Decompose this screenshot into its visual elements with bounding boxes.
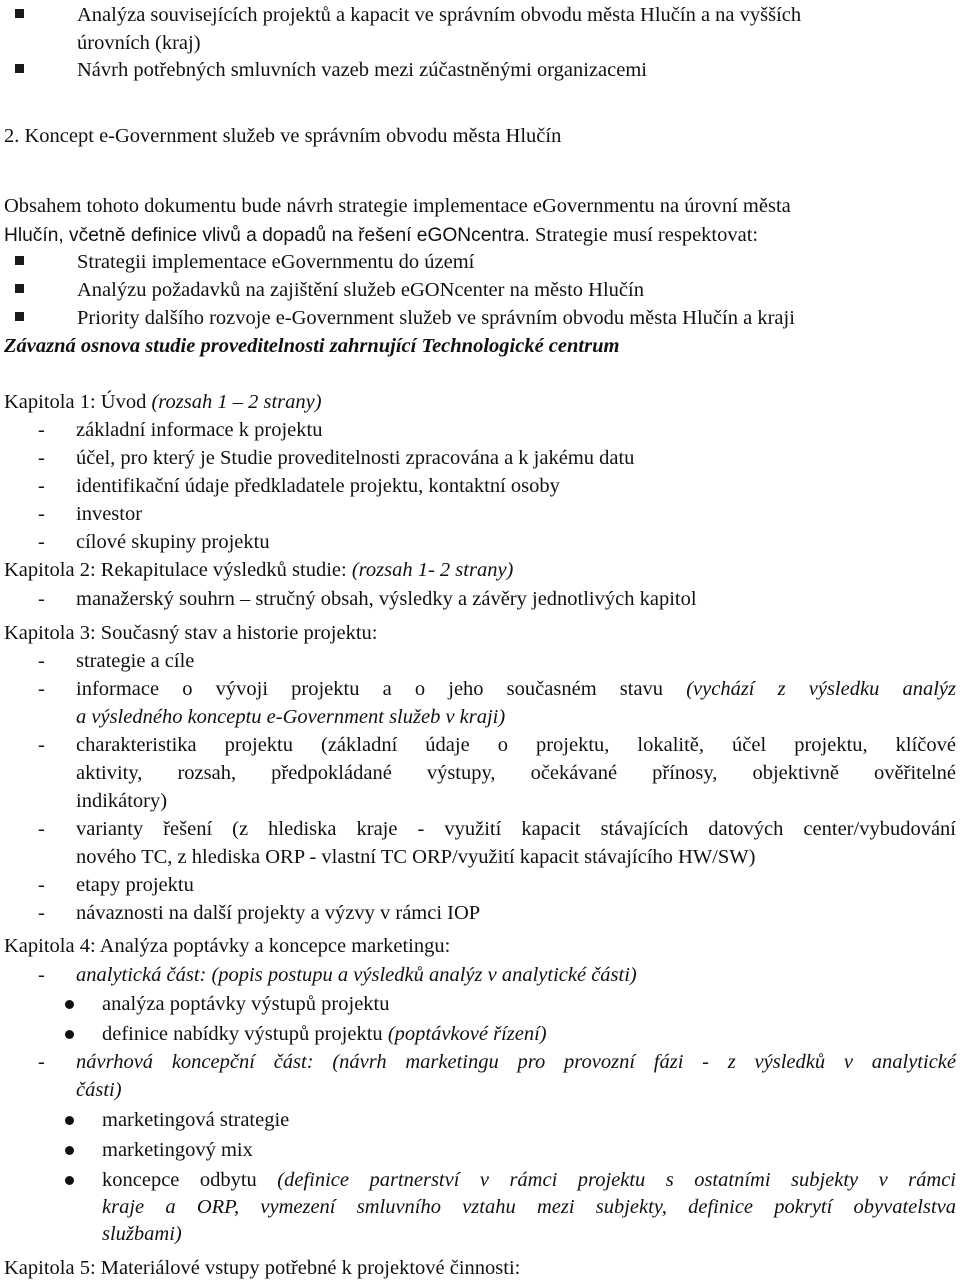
dot-item-continuation bbox=[102, 1221, 182, 1247]
dash-item: - identifikační údaje předkladatele projektu, kontaktní osoby bbox=[38, 475, 560, 497]
chapter-4-title: Kapitola 4: Analýza poptávky a koncepce marketingu: bbox=[4, 935, 451, 957]
dot-item-continuation bbox=[102, 1194, 956, 1220]
dash-item-continuation bbox=[76, 704, 505, 730]
dash-item-text: etapy projektu bbox=[76, 874, 194, 896]
dash-item-text: návaznosti na další projekty a výzvy v rámci IOP bbox=[76, 902, 481, 924]
bullet-item: Analýza souvisejících projektů a kapacit ve správním obvodu města Hlučín a na vyšších bbox=[77, 4, 802, 26]
paragraph-line: Obsahem tohoto dokumentu bude návrh strategie implementace eGovernmentu na úrovní města bbox=[4, 195, 791, 217]
dash-item: - cílové skupiny projektu bbox=[38, 531, 270, 553]
bullet-item: Návrh potřebných smluvních vazeb mezi zúčastněnými organizacemi bbox=[77, 59, 647, 81]
dash-item-text: cílové skupiny projektu bbox=[76, 531, 270, 553]
dash-item: - strategie a cíle bbox=[38, 650, 195, 672]
bold-heading-text: Závazná osnova studie proveditelnosti zahrnující Technologické centrum bbox=[4, 335, 620, 357]
dot-item-italic: (definice partnerství v rámci projektu s ostatními subjekty v rámci bbox=[277, 1169, 957, 1191]
dot-item-italic: kraje a ORP, vymezení smluvního vztahu mezi subjekty, definice pokrytí obyvatelstva bbox=[102, 1196, 956, 1218]
bold-heading bbox=[4, 333, 619, 359]
dot-item-italic: službami) bbox=[102, 1223, 182, 1245]
dash-item-text: strategie a cíle bbox=[76, 650, 195, 672]
dot-item-text: definice nabídky výstupů projektu bbox=[102, 1023, 388, 1045]
chapter-note: (rozsah 1 – 2 strany) bbox=[151, 391, 322, 413]
dash-item-italic: analytická část: (popis postupu a výsledků analýz v analytické části) bbox=[76, 964, 637, 986]
paragraph-serif-text: Strategie musí respektovat: bbox=[529, 224, 759, 246]
bullet-item: Priority dalšího rozvoje e-Government služeb ve správním obvodu města Hlučín a kraji bbox=[77, 307, 795, 329]
section-heading: 2. Koncept e-Government služeb ve správním obvodu města Hlučín bbox=[4, 125, 562, 147]
paragraph-sans-text: Hlučín, včetně definice vlivů a dopadů na řešení eGONcentra. bbox=[4, 225, 530, 246]
dash-item-italic: návrhová koncepční část: (návrh marketingu pro provozní fázi - z výsledků v analytické bbox=[76, 1051, 956, 1073]
dash-item: - základní informace k projektu bbox=[38, 419, 323, 441]
dash-item-text: manažerský souhrn – stručný obsah, výsledky a závěry jednotlivých kapitol bbox=[76, 588, 697, 610]
dash-item-text: základní informace k projektu bbox=[76, 419, 323, 441]
dot-item bbox=[102, 1021, 547, 1047]
chapter-3-title: Kapitola 3: Současný stav a historie projektu: bbox=[4, 622, 378, 644]
dot-item: analýza poptávky výstupů projektu bbox=[102, 993, 390, 1015]
dash-item: - etapy projektu bbox=[38, 874, 194, 896]
bullet-item-continuation: úrovních (kraj) bbox=[77, 32, 201, 54]
bullet-item: Strategii implementace eGovernmentu do území bbox=[77, 251, 475, 273]
chapter-1-title bbox=[4, 389, 322, 415]
dash-item-text: informace o vývoji projektu a o jeho současném stavu bbox=[76, 678, 687, 700]
dash-item: - analytická část: (popis postupu a výsledků analýz v analytické části) bbox=[38, 964, 637, 986]
dash-item: - účel, pro který je Studie proveditelnosti zpracována a k jakému datu bbox=[38, 447, 635, 469]
dash-item: - manažerský souhrn – stručný obsah, výsledky a závěry jednotlivých kapitol bbox=[38, 588, 697, 610]
dash-item: - varianty řešení (z hlediska kraje - využití kapacit stávajících datových center/vybudování bbox=[38, 818, 956, 840]
dot-item-text: koncepce odbytu bbox=[102, 1169, 278, 1191]
chapter-title-text: Kapitola 2: Rekapitulace výsledků studie: bbox=[4, 559, 352, 581]
dash-item: - návaznosti na další projekty a výzvy v rámci IOP bbox=[38, 902, 481, 924]
chapter-5-title: Kapitola 5: Materiálové vstupy potřebné k projektové činnosti: bbox=[4, 1257, 521, 1279]
chapter-note: (rozsah 1- 2 strany) bbox=[351, 559, 514, 581]
dash-item: - návrhová koncepční část: (návrh marketingu pro provozní fázi - z výsledků v analytické bbox=[38, 1051, 956, 1073]
chapter-2-title bbox=[4, 557, 513, 583]
dash-item-text: charakteristika projektu (základní údaje o projektu, lokalitě, účel projektu, klíčové bbox=[76, 734, 956, 756]
dash-item-italic: a výsledného konceptu e-Government služeb v kraji) bbox=[76, 706, 506, 728]
paragraph-line bbox=[4, 222, 758, 249]
dot-item-italic: (poptávkové řízení) bbox=[387, 1023, 547, 1045]
dash-item-continuation: nového TC, z hlediska ORP - vlastní TC ORP/využití kapacit stávajícího HW/SW) bbox=[76, 846, 756, 868]
dash-item: - charakteristika projektu (základní údaje o projektu, lokalitě, účel projektu, klíčové bbox=[38, 734, 956, 756]
bullet-item: Analýzu požadavků na zajištění služeb eGONcenter na město Hlučín bbox=[77, 279, 644, 301]
dash-item-text: investor bbox=[76, 503, 143, 525]
dash-item-italic: (vychází z výsledku analýz bbox=[686, 678, 956, 700]
dash-item-text: účel, pro který je Studie proveditelnosti zpracována a k jakému datu bbox=[76, 447, 635, 469]
dash-item-text: identifikační údaje předkladatele projektu, kontaktní osoby bbox=[76, 475, 560, 497]
dash-item-continuation: indikátory) bbox=[76, 790, 168, 812]
dash-item: - investor bbox=[38, 503, 143, 525]
dash-item-continuation: aktivity, rozsah, předpokládané výstupy, očekávané přínosy, objektivně ověřitelné bbox=[76, 762, 956, 784]
dot-item: marketingový mix bbox=[102, 1139, 253, 1161]
dot-item: marketingová strategie bbox=[102, 1109, 290, 1131]
dash-item-italic: části) bbox=[76, 1079, 122, 1101]
dot-item bbox=[102, 1167, 956, 1193]
dash-item: - informace o vývoji projektu a o jeho současném stavu (vychází z výsledku analýz bbox=[38, 678, 956, 700]
dash-item-text: varianty řešení (z hlediska kraje - využití kapacit stávajících datových center/vybudování bbox=[76, 818, 956, 840]
chapter-title-text: Kapitola 1: Úvod bbox=[4, 391, 152, 413]
dash-item-continuation bbox=[76, 1077, 122, 1103]
